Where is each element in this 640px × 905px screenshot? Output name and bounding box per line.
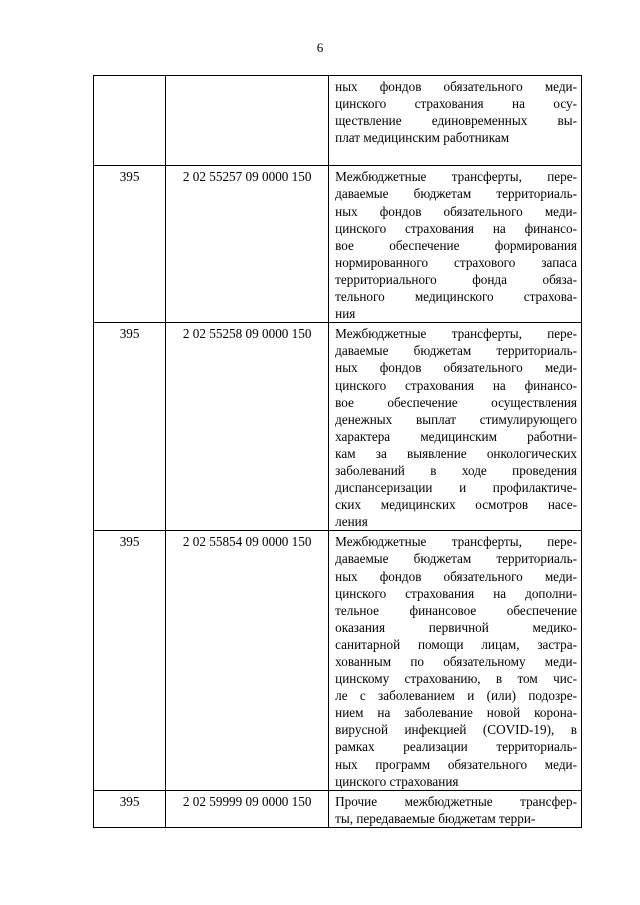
description-line: цинского страхования на дополни-	[335, 585, 577, 601]
revenue-description-cell	[329, 76, 582, 166]
revenue-description-cell	[329, 790, 582, 827]
description-line: даваемые бюджетам территориаль-	[335, 551, 577, 567]
description-line: ты, передаваемые бюджетам терри-	[335, 810, 536, 826]
description-line: ществление единовременных вы-	[335, 113, 577, 129]
table-row	[94, 323, 582, 531]
description-line: нием на заболевание новой корона-	[335, 705, 577, 721]
budget-classification-code-cell: 2 02 55257 09 0000 150	[166, 166, 329, 323]
admin-code-cell: 395	[94, 166, 166, 323]
description-line: тельного медицинского страхова-	[335, 289, 577, 305]
table-row	[94, 790, 582, 827]
description-line: ных фондов обязательного меди-	[335, 568, 577, 584]
revenue-description-cell	[329, 323, 582, 531]
description-line: цинского страхования	[335, 773, 459, 789]
description-line: даваемые бюджетам территориаль-	[335, 186, 577, 202]
budget-classification-code-cell: 2 02 55854 09 0000 150	[166, 531, 329, 790]
admin-code-cell: 395	[94, 531, 166, 790]
description-line: цинского страхования на финансо-	[335, 377, 577, 393]
budget-codes-table	[93, 75, 582, 828]
description-line: ных фондов обязательного меди-	[335, 203, 577, 219]
revenue-description-cell	[329, 531, 582, 790]
description-line: ния	[335, 306, 356, 322]
description-line: вирусной инфекцией (COVID-19), в	[335, 722, 577, 738]
description-line: заболеваний в ходе проведения	[335, 462, 577, 478]
page-number: 6	[316, 40, 324, 55]
table-row	[94, 531, 582, 790]
description-line: ления	[335, 514, 368, 530]
budget-classification-code-cell	[166, 76, 329, 166]
description-line: плат медицинским работникам	[335, 130, 510, 146]
description-line: цинского страхования на осу-	[335, 96, 577, 112]
description-line: Прочие межбюджетные трансфер-	[335, 793, 577, 809]
description-line: вое обеспечение формирования	[335, 237, 577, 253]
description-line: санитарной помощи лицам, застра-	[335, 636, 577, 652]
revenue-description-cell	[329, 166, 582, 323]
description-line: ных фондов обязательного меди-	[335, 79, 577, 94]
description-line: денежных выплат стимулирующего	[335, 411, 577, 427]
description-line: вое обеспечение осуществления	[335, 394, 577, 410]
admin-code-cell: 395	[94, 323, 166, 531]
budget-classification-code-cell: 2 02 59999 09 0000 150	[166, 790, 329, 827]
description-line: Межбюджетные трансферты, пере-	[335, 534, 577, 550]
description-line: оказания первичной медико-	[335, 619, 577, 635]
description-line: хованным по обязательному меди-	[335, 654, 577, 669]
description-line: цинского страхования на финансо-	[335, 220, 577, 236]
description-line: кам за выявление онкологических	[335, 445, 577, 461]
description-line: Межбюджетные трансферты, пере-	[335, 326, 577, 342]
description-line: рамках реализации территориаль-	[335, 739, 577, 755]
description-line: Межбюджетные трансферты, пере-	[335, 169, 577, 185]
description-line: ных программ обязательного меди-	[335, 756, 577, 772]
description-line: цинскому страхованию, в том чис-	[335, 671, 577, 687]
admin-code-cell	[94, 76, 166, 166]
description-line: даваемые бюджетам территориаль-	[335, 343, 577, 359]
description-line: территориального фонда обяза-	[335, 271, 577, 287]
description-line: ских медицинских осмотров насе-	[335, 497, 577, 513]
description-line: характера медицинским работни-	[335, 428, 577, 444]
budget-classification-code-cell: 2 02 55258 09 0000 150	[166, 323, 329, 531]
description-line: ле с заболеванием и (или) подозре-	[335, 688, 577, 704]
description-line: нормированного страхового запаса	[335, 254, 577, 270]
table-row	[94, 166, 582, 323]
table-row	[94, 76, 582, 166]
description-line: диспансеризации и профилактиче-	[335, 480, 577, 496]
admin-code-cell: 395	[94, 790, 166, 827]
description-line: ных фондов обязательного меди-	[335, 360, 577, 376]
description-line: тельное финансовое обеспечение	[335, 602, 577, 618]
